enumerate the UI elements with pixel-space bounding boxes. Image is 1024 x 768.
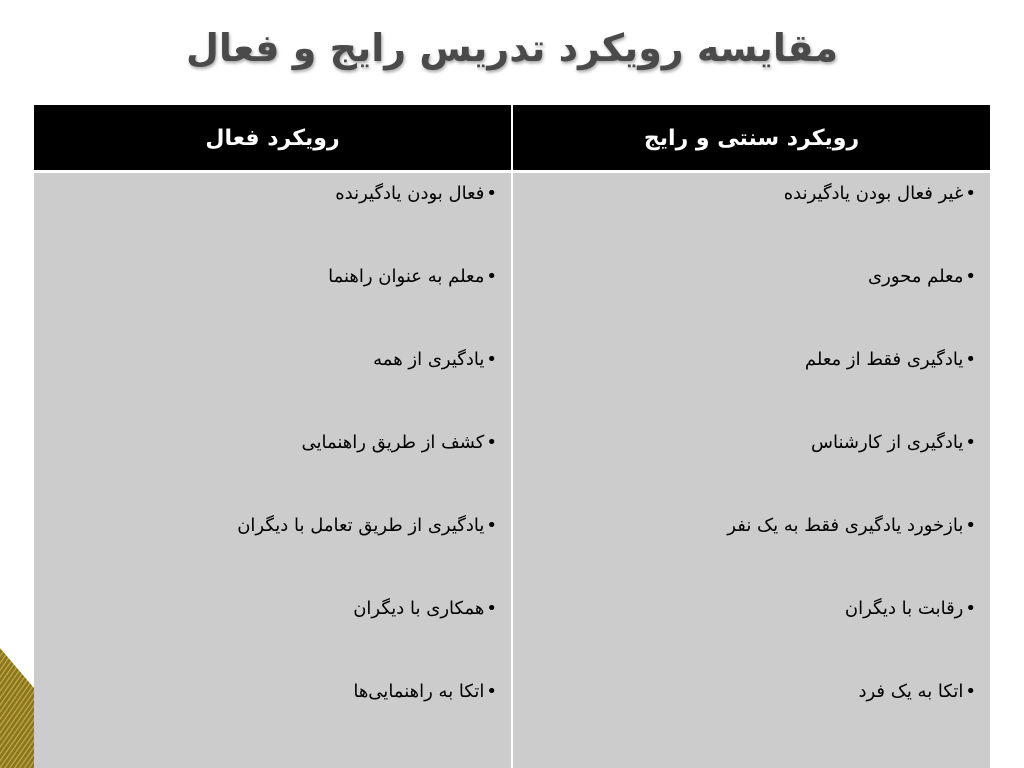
list-item-text: کشف از طریق راهنمایی — [301, 432, 485, 453]
list-item — [525, 432, 978, 515]
list-item-text: یادگیری از همه — [373, 349, 485, 370]
list-item — [525, 183, 978, 266]
bullet: • — [965, 349, 976, 370]
bullet: • — [965, 183, 976, 204]
bullet: • — [486, 515, 497, 536]
column-header-active: رویکرد فعال — [34, 105, 511, 173]
bullet: • — [486, 681, 497, 702]
comparison-table — [34, 103, 990, 768]
column-active — [34, 105, 513, 768]
list-item-text: همکاری با دیگران — [353, 598, 485, 619]
list-item — [46, 349, 499, 432]
bullet: • — [486, 183, 497, 204]
list-item-text: یادگیری فقط از معلم — [804, 349, 964, 370]
bullet: • — [965, 515, 976, 536]
list-item-text: یادگیری از طریق تعامل با دیگران — [237, 515, 485, 536]
column-body-traditional — [513, 173, 990, 768]
list-item-text: فعال بودن یادگیرنده — [335, 183, 485, 204]
list-item-text: بازخورد یادگیری فقط به یک نفر — [727, 515, 964, 536]
slide-title: مقایسه رویکرد تدریس رایج و فعال — [185, 26, 839, 70]
column-header-traditional: رویکرد سنتی و رایج — [513, 105, 990, 173]
list-item — [525, 266, 978, 349]
bullet: • — [965, 266, 976, 287]
list-item — [525, 598, 978, 681]
bullet: • — [965, 432, 976, 453]
corner-decoration — [0, 648, 34, 768]
bullet: • — [965, 598, 976, 619]
bullet: • — [486, 349, 497, 370]
list-item-text: یادگیری از کارشناس — [810, 432, 964, 453]
list-item-text: اتکا به راهنمایی‌ها — [353, 681, 485, 702]
list-item-text: اتکا به یک فرد — [858, 681, 964, 702]
bullet: • — [965, 681, 976, 702]
column-traditional — [513, 105, 990, 768]
bullet: • — [486, 432, 497, 453]
list-item — [46, 432, 499, 515]
list-item — [525, 681, 978, 764]
list-item-text: رقابت با دیگران — [844, 598, 964, 619]
bullet: • — [486, 266, 497, 287]
list-item — [46, 681, 499, 764]
list-item — [525, 349, 978, 432]
list-item — [525, 515, 978, 598]
list-item-text: معلم محوری — [868, 266, 964, 287]
list-item — [46, 515, 499, 598]
list-item-text: غیر فعال بودن یادگیرنده — [783, 183, 964, 204]
list-item — [46, 598, 499, 681]
list-item — [46, 183, 499, 266]
bullet: • — [486, 598, 497, 619]
list-item — [46, 266, 499, 349]
column-body-active — [34, 173, 511, 768]
list-item-text: معلم به عنوان راهنما — [328, 266, 485, 287]
